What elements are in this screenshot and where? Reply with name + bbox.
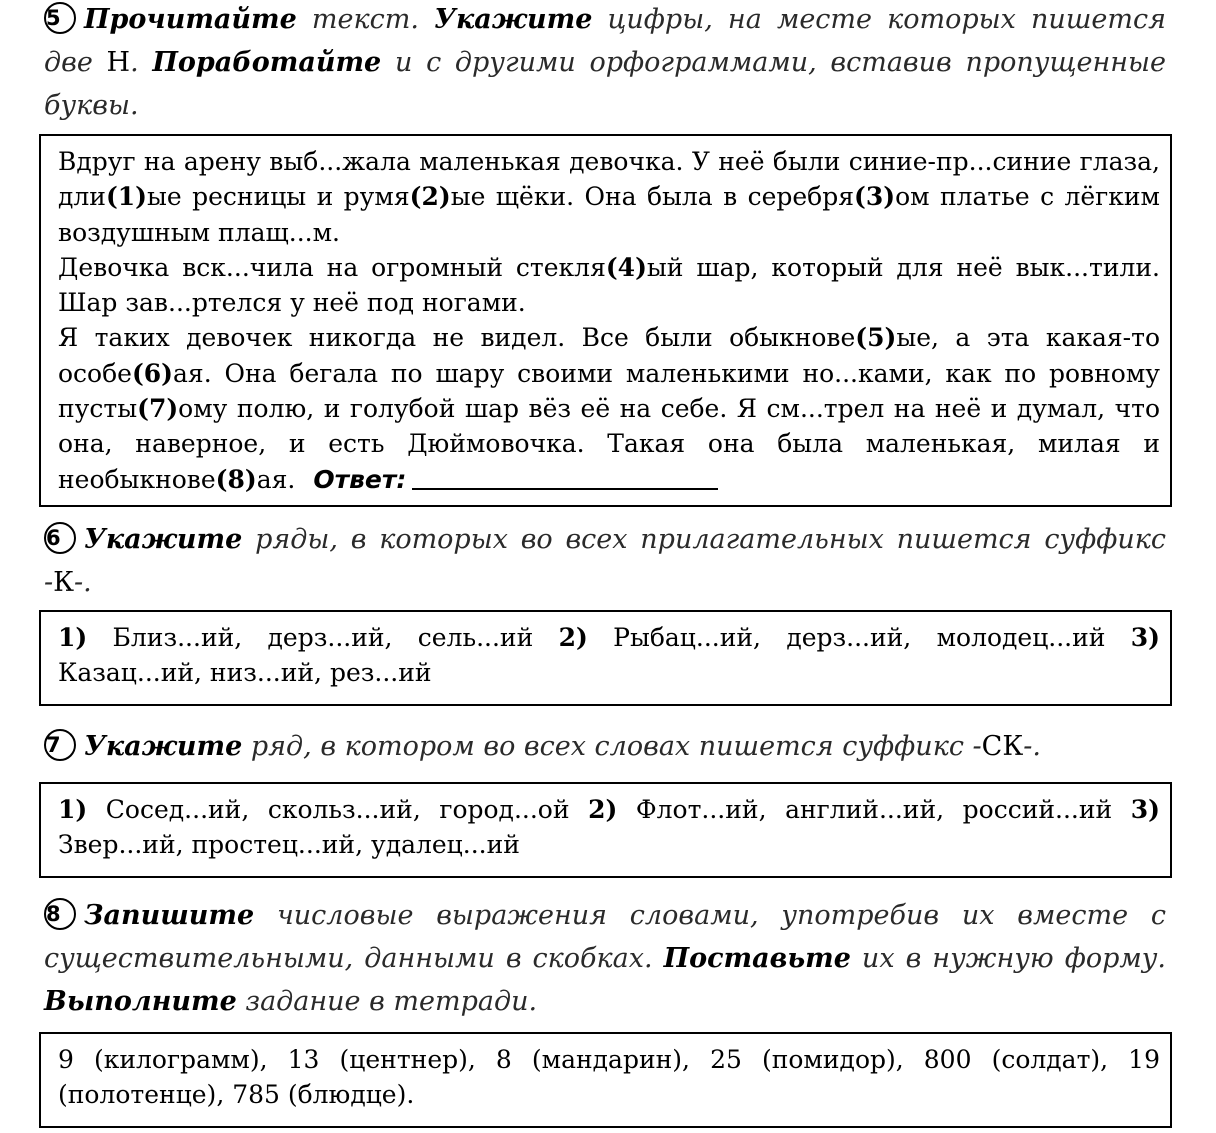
task5-verb-work: Поработайте [152, 47, 382, 78]
task8-verb-do: Выполните [44, 986, 237, 1017]
task8-text: их в нужную форму. [850, 943, 1166, 974]
option-3: Звер...ий, простец...ий, удалец...ий [58, 830, 520, 860]
task8-text: числовые выражения словами, употребив их вместе с существительными, данными в скобках. [44, 900, 1166, 974]
task6-text: ряды, в которых во всех прилагательных пишется суффикс - [44, 524, 1166, 598]
task5-letter-n: Н [106, 47, 131, 78]
task7-instruction [44, 725, 1166, 768]
task7-verb-indicate: Укажите [84, 731, 243, 762]
option-3-number: 3) [1130, 795, 1160, 824]
marker-7: (7) [137, 394, 179, 424]
option-1-number: 1) [58, 623, 88, 652]
task7-text: ряд, в котором во всех словах пишется суффикс - [242, 731, 982, 762]
task5-paragraph-3: Я таких девочек никогда не видел. Все были обыкнове(5)ые, а эта какая-то особе(6)ая. Она бегала по шару своими маленькими но...ками, как по ровному пусты(7)ому полю, и голубой шар вёз её на себе. Я см...трел на неё и думал, что она, наверное, и есть Дюймовочка. Такая она была маленькая, милая и необыкнове(8)ая. Ответ: [58, 323, 1160, 494]
task8-expressions: 9 (килограмм), 13 (центнер), 8 (мандарин), 25 (помидор), 800 (солдат), 19 (полотенце), 785 (блюдце). [58, 1045, 1160, 1110]
marker-3: (3) [854, 182, 896, 212]
answer-field[interactable] [412, 466, 718, 490]
marker-2: (2) [409, 182, 451, 212]
task8-verb-put: Поставьте [663, 943, 851, 974]
task5-text: . [130, 47, 153, 78]
task6-suffix: К [53, 567, 75, 598]
option-1: Близ...ий, дерз...ий, сель...ий [87, 623, 559, 652]
task8-number: 8 [44, 898, 76, 930]
task7-text: -. [1023, 731, 1041, 762]
option-2: Флот...ий, англий...ий, россий...ий [617, 795, 1131, 824]
option-2-number: 2) [588, 795, 618, 824]
task5-text: и с другими орфограммами, вставив пропущенные буквы. [44, 47, 1166, 121]
task5-instruction [44, 0, 1166, 127]
task5-verb-indicate: Укажите [434, 4, 593, 35]
task5-text: цифры, на месте которых пишется две [44, 4, 1166, 78]
task7-options-box [39, 782, 1172, 878]
task5-number: 5 [44, 2, 76, 34]
task7-suffix: СК [981, 731, 1024, 762]
task5-verb-read: Прочитайте [84, 4, 297, 35]
task8-text: задание в тетради. [236, 986, 538, 1017]
option-2-number: 2) [558, 623, 588, 652]
option-1-number: 1) [58, 795, 88, 824]
option-1: Сосед...ий, скольз...ий, город...ой [87, 795, 589, 824]
task6-number: 6 [44, 522, 76, 554]
marker-4: (4) [605, 252, 647, 282]
answer-label: Ответ: [313, 464, 407, 494]
marker-1: (1) [105, 182, 147, 212]
task8-text-box [39, 1032, 1172, 1128]
task5-text: текст. [296, 4, 435, 35]
task6-text: -. [74, 567, 92, 598]
task8-verb-write: Запишите [84, 900, 255, 931]
task6-options-box [39, 610, 1172, 706]
task8-instruction [44, 894, 1166, 1023]
task6-instruction [44, 518, 1166, 604]
task6-verb-indicate: Укажите [84, 524, 243, 555]
marker-8: (8) [215, 464, 257, 494]
task5-text-box [39, 134, 1172, 507]
task5-paragraph-2: Девочка вск...чила на огромный стекля(4)ый шар, который для неё вык...тили. Шар зав...ртелся у неё под ногами. [58, 252, 1160, 318]
option-2: Рыбац...ий, дерз...ий, молодец...ий [587, 623, 1131, 652]
task5-paragraph-1: Вдруг на арену выб...жала маленькая девочка. У неё были синие-пр...синие глаза, дли(1)ые ресницы и румя(2)ые щёки. Она была в серебря(3)ом платье с лёгким воздушным плащ...м. [58, 147, 1160, 247]
marker-5: (5) [855, 323, 897, 353]
option-3-number: 3) [1130, 623, 1160, 652]
task7-number: 7 [44, 729, 76, 761]
option-3: Казац...ий, низ...ий, рез...ий [58, 658, 432, 688]
marker-6: (6) [131, 358, 174, 388]
